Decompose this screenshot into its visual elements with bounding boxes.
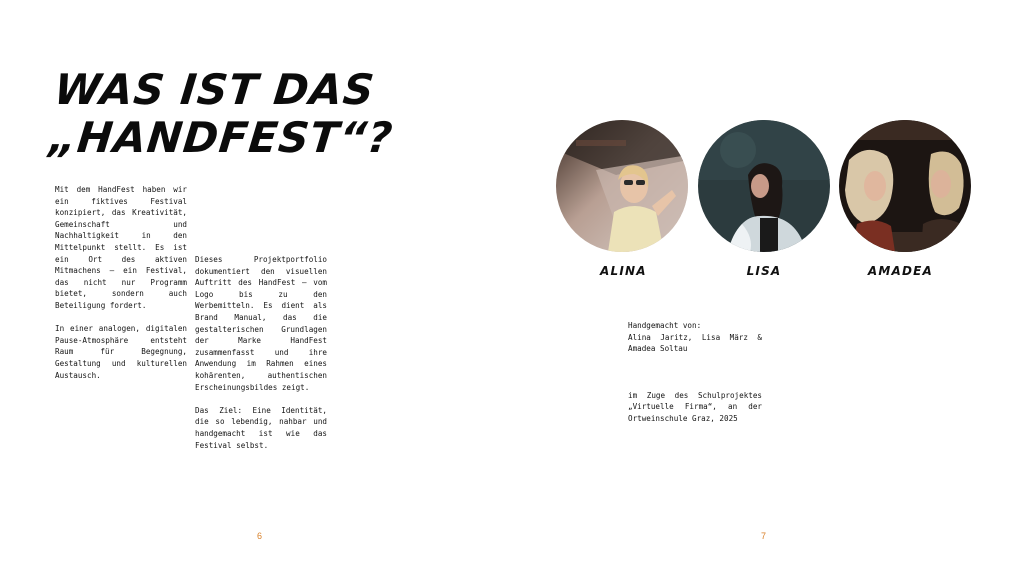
right-page [512,0,1024,567]
portrait-lisa-image [698,120,830,252]
goal-paragraph: Das Ziel: Eine Identität, die so lebendig, nahbar und handgemacht ist wie das Festival selbst. [195,405,327,450]
page-title [47,66,401,162]
intro-paragraph: Mit dem HandFest haben wir ein fiktives Festival konzipiert, das Kreativität, Gemeinschaft und Nachhaltigkeit in den Mittelpunkt stellt. Es ist ein Ort des aktiven Mitmachens – ein Festival, das nicht nur Programm bietet, sondern auch Beteiligung fordert. [55,185,187,310]
name-label-lisa: LISA [746,264,782,278]
credits-authors: Alina Jaritz, Lisa März & Amadea Soltau [628,332,762,354]
portrait-alina-image [556,120,688,252]
credits-block [628,320,762,436]
atmosphere-paragraph: In einer analogen, digitalen Pause-Atmosphäre entsteht Raum für Begegnung, Gestaltung und kulturellen Austausch. [55,324,187,380]
page-number-left: 6 [257,531,263,541]
text-column-1 [55,184,187,393]
portrait-amadea-image [839,120,971,252]
name-label-alina: ALINA [600,264,647,278]
title-line-2: „HANDFEST“? [46,113,396,162]
credits-heading: Handgemacht von: [628,321,702,330]
portrait-lisa [698,120,830,252]
portrait-amadea [839,120,971,252]
page-number-right: 7 [761,531,767,541]
credits-project: im Zuge des Schulprojektes „Virtuelle Firma“, an der Ortweinschule Graz, 2025 [628,390,762,423]
portrait-alina [556,120,688,252]
title-line-1: WAS IST DAS [52,65,378,114]
name-label-amadea: AMADEA [867,264,933,278]
text-column-2 [195,254,327,463]
portfolio-paragraph: Dieses Projektportfolio dokumentiert den visuellen Auftritt des HandFest – vom Logo bis zu den Werbemitteln. Es dient als Brand Manual, das die gestalterischen Grundlagen der Marke HandFest zusammenfasst und ihre Anwendung im Rahmen eines kohärenten, authentischen Erscheinungsbildes zeigt. [195,255,327,392]
